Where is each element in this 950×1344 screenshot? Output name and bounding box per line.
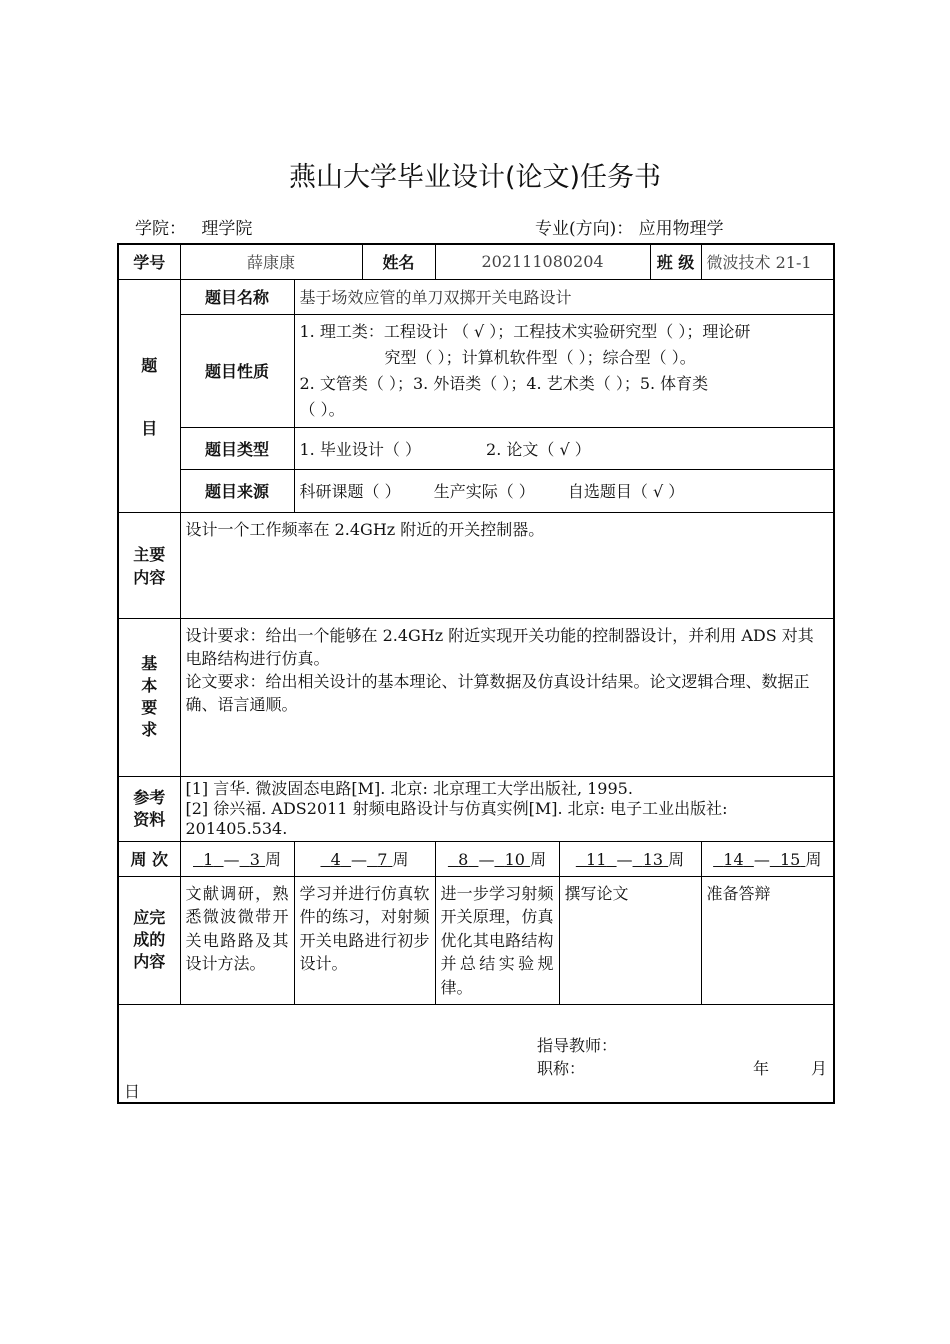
week-unit: 周 — [805, 850, 822, 869]
source-option-1: 科研课题（ ） — [299, 482, 401, 501]
class-value: 微波技术 21-1 — [701, 244, 834, 279]
tasks-row — [118, 876, 834, 1005]
signature-cell — [118, 1005, 834, 1103]
type-option-1: 1. 毕业设计（ ） — [299, 439, 421, 459]
week-start: 4 — [330, 850, 341, 869]
week-end: 3 — [249, 850, 260, 869]
source-option-3: 自选题目（ √ ） — [567, 482, 685, 501]
topic-name-label: 题目名称 — [180, 279, 294, 314]
week-row — [118, 841, 834, 876]
student-name-value: 202111080204 — [435, 244, 650, 279]
topic-name-row — [118, 279, 834, 314]
student-id-label: 学号 — [118, 244, 180, 279]
done-label: 应完成的内容 — [118, 876, 180, 1005]
nature-line-3: 2. 文管类（ ）；3. 外语类（ ）；4. 艺术类（ ）；5. 体育类 — [299, 373, 709, 393]
reference-item: [2] 徐兴福. ADS2011 射频电路设计与仿真实例[M]. 北京: 电子工业出版社: 201405.534. — [185, 798, 728, 838]
major-label: 专业(方向)： — [535, 219, 634, 239]
main-content-text: 设计一个工作频率在 2.4GHz 附近的开关控制器。 — [180, 512, 834, 618]
major-value: 应用物理学 — [638, 219, 724, 239]
topic-source-label: 题目来源 — [180, 469, 294, 512]
week-task-5: 准备答辩 — [701, 876, 834, 1005]
week-task-4: 撰写论文 — [559, 876, 701, 1005]
month-label: 月 — [811, 1059, 828, 1078]
topic-source-row — [118, 469, 834, 512]
college-field — [135, 214, 252, 239]
week-end: 13 — [642, 850, 664, 869]
class-label: 班 级 — [650, 244, 701, 279]
references-label: 参考资料 — [118, 776, 180, 841]
spacer — [119, 376, 180, 416]
college-label: 学院： — [135, 219, 186, 239]
signature-row — [118, 1005, 834, 1103]
week-unit: 周 — [392, 850, 409, 869]
task-table — [117, 243, 835, 1104]
title-label: 职称： — [537, 1059, 586, 1078]
topic-section-label — [118, 279, 180, 512]
page-title: 燕山大学毕业设计(论文)任务书 — [288, 162, 662, 193]
type-option-2: 2. 论文（ √ ） — [486, 439, 591, 459]
student-row — [118, 244, 834, 279]
signature-block — [119, 1005, 833, 1101]
week-end: 7 — [377, 850, 388, 869]
source-option-2: 生产实际（ ） — [433, 482, 535, 501]
day-label: 日 — [124, 1082, 141, 1101]
topic-nature-row — [118, 314, 834, 427]
week-end: 15 — [779, 850, 801, 869]
week-start: 14 — [723, 850, 744, 869]
week-unit: 周 — [264, 850, 281, 869]
topic-nature-value — [294, 314, 834, 427]
week-end: 10 — [504, 850, 525, 869]
week-unit: 周 — [668, 850, 685, 869]
reference-item: [1] 言华. 微波固态电路[M]. 北京: 北京理工大学出版社, 1995. — [185, 778, 633, 798]
week-range-1: 1 — 3 周 — [180, 841, 294, 876]
requirements-line-1: 设计要求：给出一个能够在 2.4GHz 附近实现开关功能的控制器设计，并利用 ADS 对其电路结构进行仿真。 — [185, 625, 814, 668]
major-field — [535, 214, 724, 239]
topic-name-value: 基于场效应管的单刀双掷开关电路设计 — [294, 279, 834, 314]
advisor-label: 指导教师： — [537, 1036, 618, 1055]
topic-type-label: 题目类型 — [180, 427, 294, 469]
student-name-label: 姓名 — [362, 244, 435, 279]
college-value: 理学院 — [201, 219, 253, 239]
references-list — [180, 776, 834, 841]
requirements-label: 基本要求 — [118, 618, 180, 776]
main-content-label: 主要内容 — [118, 512, 180, 618]
nature-line-1: 1. 理工类：工程设计 （ √ ）；工程技术实验研究型（ ）；理论研 — [299, 321, 751, 341]
references-row — [118, 776, 834, 841]
week-unit: 周 — [530, 850, 547, 869]
week-start: 8 — [458, 850, 469, 869]
week-label: 周 次 — [118, 841, 180, 876]
year-label: 年 — [753, 1059, 770, 1078]
week-task-2: 学习并进行仿真软件的练习，对射频开关电路进行初步设计。 — [294, 876, 435, 1005]
week-task-1: 文献调研，熟悉微波微带开关电路路及其设计方法。 — [180, 876, 294, 1005]
week-range-4: 11 — 13 周 — [559, 841, 701, 876]
topic-type-row — [118, 427, 834, 469]
week-range-3: 8 — 10 周 — [435, 841, 559, 876]
topic-nature-label: 题目性质 — [180, 314, 294, 427]
topic-type-value — [294, 427, 834, 469]
topic-source-value — [294, 469, 834, 512]
week-start: 1 — [203, 850, 214, 869]
week-task-3: 进一步学习射频开关原理，仿真优化其电路结构并总结实验规律。 — [435, 876, 559, 1005]
requirements-row — [118, 618, 834, 776]
requirements-text — [180, 618, 834, 776]
student-id-value: 薛康康 — [180, 244, 362, 279]
requirements-line-2: 论文要求：给出相关设计的基本理论、计算数据及仿真设计结果。论文逻辑合理、数据正确、语言通顺。 — [185, 671, 810, 714]
nature-line-2: 究型（ ）；计算机软件型（ ）；综合型（ ）。 — [384, 347, 696, 367]
topic-section-char-1: 题 — [141, 355, 158, 375]
week-range-5: 14 — 15 周 — [701, 841, 834, 876]
week-range-2: 4 — 7 周 — [294, 841, 435, 876]
main-content-row — [118, 512, 834, 618]
nature-line-4: （ ）。 — [299, 399, 345, 419]
week-start: 11 — [586, 850, 607, 869]
topic-section-char-2: 目 — [141, 418, 158, 438]
